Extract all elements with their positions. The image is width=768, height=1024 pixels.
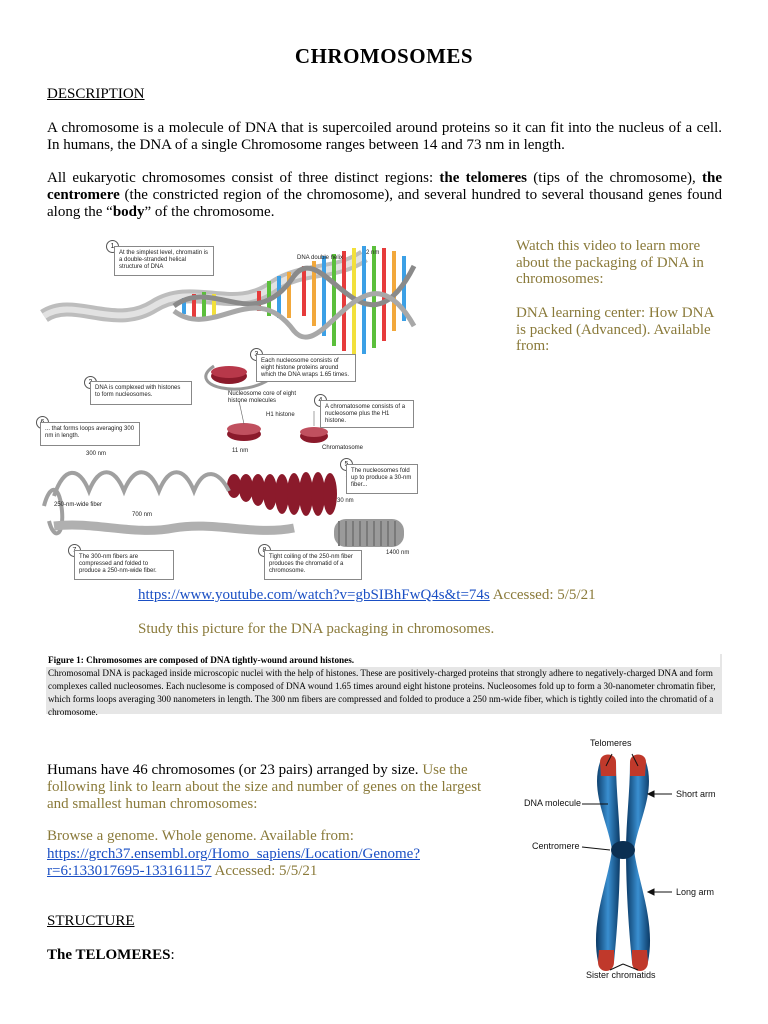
description-paragraph-1: A chromosome is a molecule of DNA that is supercoiled around proteins so it can fit into the nucleus of a cell. In humans, the DNA of a single Chromosome ranges between 14 and 73 nm in length. bbox=[47, 120, 722, 153]
callout-3: Each nucleosome consists of eight histone proteins around which the DNA wraps 1.65 times. bbox=[256, 354, 356, 382]
label-700nm: 700 nm bbox=[132, 512, 153, 518]
callout-5: The nucleosomes fold up to produce a 30-nm fiber... bbox=[346, 464, 418, 494]
step-number: 1 bbox=[106, 240, 119, 253]
genome-link-block: https://grch37.ensembl.org/Homo_sapiens/Location/Genome? r=6:133017695-133161157 Accessed: 5/5/21 bbox=[47, 846, 420, 879]
label-dna-molecule: DNA molecule bbox=[524, 798, 582, 808]
label-centromere: Centromere bbox=[532, 841, 580, 851]
callout-7: The 300-nm fibers are compressed and folded to produce a 250-nm-wide fiber. bbox=[74, 550, 174, 580]
callout-2: DNA is complexed with histones to form nucleosomes. bbox=[90, 381, 192, 405]
youtube-link[interactable]: https://www.youtube.com/watch?v=gbSIBhFwQ4s&t=74s bbox=[138, 587, 490, 603]
structure-heading: STRUCTURE bbox=[47, 913, 135, 929]
label-long-arm: Long arm bbox=[676, 887, 715, 897]
label-300nm: 300 nm bbox=[86, 451, 107, 457]
ensembl-link[interactable]: https://grch37.ensembl.org/Homo_sapiens/Location/Genome? bbox=[47, 846, 420, 862]
label-1400nm: 1400 nm bbox=[386, 550, 410, 556]
chromosome-illustration bbox=[520, 732, 730, 982]
label-nucleosome-core: Nucleosome core of eight histone molecules bbox=[228, 391, 297, 404]
video-note: Watch this video to learn more about the packaging of DNA in chromosomes: bbox=[516, 238, 704, 287]
browse-note: Browse a genome. Whole genome. Available from: bbox=[47, 828, 354, 844]
figure-caption bbox=[46, 654, 722, 717]
caption-title: Figure 1: Chromosomes are composed of DNA tightly-wound around histones. bbox=[46, 654, 720, 667]
video-source: DNA learning center: How DNA is packed (Advanced). Available from: bbox=[516, 305, 714, 354]
callout-6: ... that forms loops averaging 300 nm in length. bbox=[40, 422, 140, 446]
label-11nm: 11 nm bbox=[232, 448, 249, 454]
video-link-line: https://www.youtube.com/watch?v=gbSIBhFwQ4s&t=74s Accessed: 5/5/21 bbox=[138, 587, 596, 603]
label-dna-helix: DNA double helix bbox=[297, 255, 344, 261]
humans-paragraph: Humans have 46 chromosomes (or 23 pairs) arranged by size. Use the following link to learn about the size and number of genes on the largest and smallest human chromosomes: bbox=[47, 762, 482, 812]
telomeres-heading: The TELOMERES: bbox=[47, 947, 175, 963]
description-paragraph-2: All eukaryotic chromosomes consist of three distinct regions: the telomeres (tips of the chromosome), the centromere (the constricted region of the chromosome), and several hundred to several thousand genes found along the “body” of the chromosome. bbox=[47, 170, 722, 220]
study-note: Study this picture for the DNA packaging in chromosomes. bbox=[138, 621, 495, 637]
ensembl-link-cont[interactable]: r=6:133017695-133161157 bbox=[47, 863, 212, 879]
caption-body: Chromosomal DNA is packaged inside microscopic nuclei with the help of histones. These are positively-charged proteins that strongly adhere to negatively-charged DNA and form complexes called nucleosomes. Each nuclesome is composed of DNA wound 1.65 times around eight histone proteins. Nucleosomes fold up to form a 30-nanometer chromatin fiber, which forms loops averaging 300 nanometers in length. The 300 nm fibers are compressed and folded to produce a 250 nm-wide fiber, which is tightly coiled into the chromatid of a chromosome. bbox=[48, 668, 716, 717]
callout-8: Tight coiling of the 250-nm fiber produces the chromatid of a chromosome. bbox=[264, 550, 362, 580]
label-30nm: 30 nm bbox=[337, 498, 354, 504]
page-title: CHROMOSOMES bbox=[294, 44, 474, 68]
label-2nm: 2 nm bbox=[366, 250, 380, 256]
label-250nm-fiber: 250-nm-wide fiber bbox=[54, 502, 103, 508]
label-telomeres: Telomeres bbox=[590, 738, 632, 748]
callout-4: A chromatosome consists of a nucleosome plus the H1 histone. bbox=[320, 400, 414, 428]
description-heading: DESCRIPTION bbox=[47, 86, 145, 102]
chromosome-diagram bbox=[520, 732, 730, 982]
label-chromatosome: Chromatosome bbox=[322, 445, 364, 451]
dna-packaging-figure bbox=[34, 236, 424, 586]
label-short-arm: Short arm bbox=[676, 789, 716, 799]
label-sister-chromatids: Sister chromatids bbox=[586, 970, 656, 980]
callout-1: At the simplest level, chromatin is a double-stranded helical structure of DNA bbox=[114, 246, 214, 276]
label-h1-histone: H1 histone bbox=[266, 412, 295, 418]
